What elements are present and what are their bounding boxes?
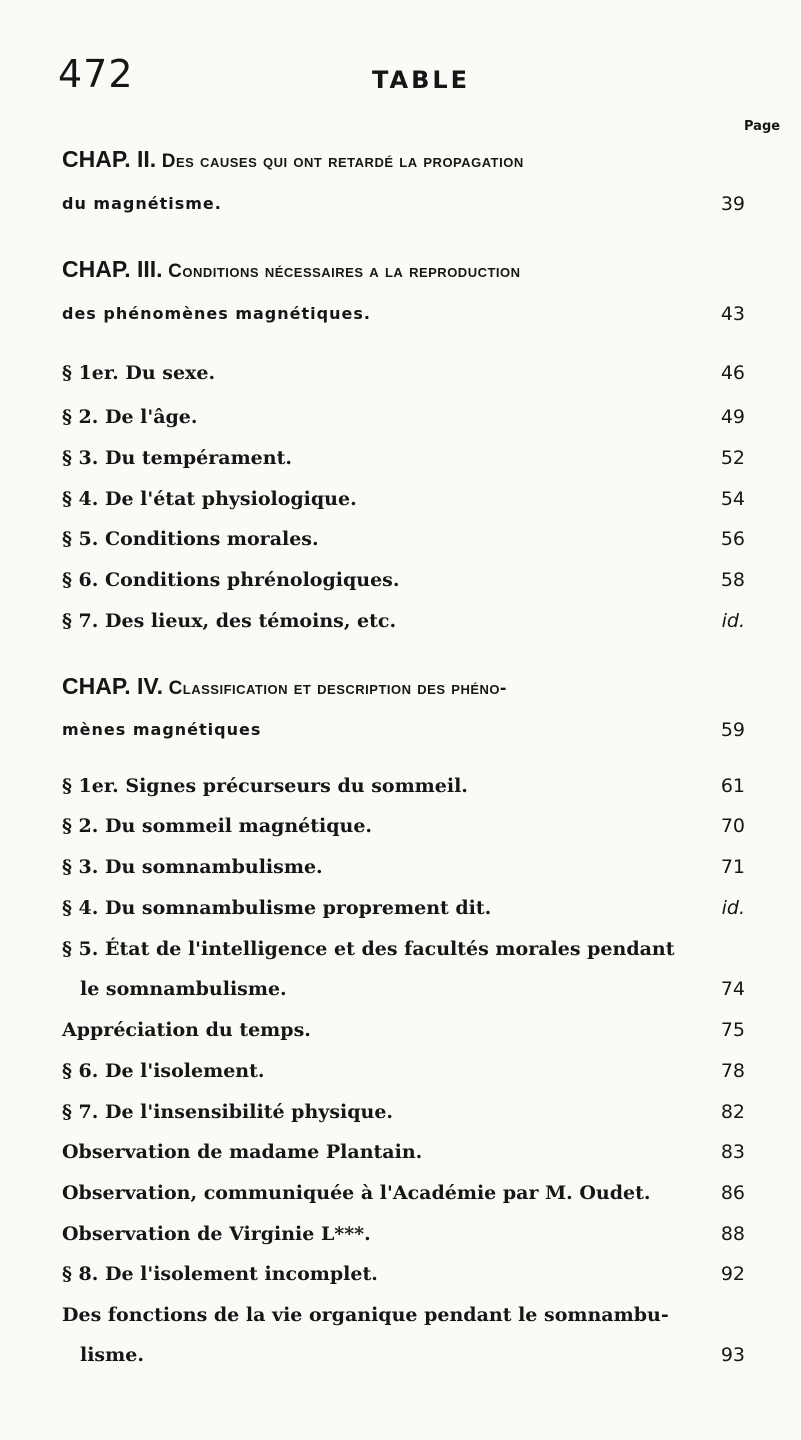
toc-page-number: 39 [720,193,745,215]
toc-line [62,890,745,926]
toc-page-number: 78 [720,1060,745,1082]
toc-line [62,186,745,222]
toc-entry-text: § 4. Du somnambulisme proprement dit. [62,897,492,919]
toc-line [62,712,745,748]
toc-entry-text [62,141,524,180]
toc-entry-text: § 2. De l'âge. [62,406,198,428]
toc-line [62,603,745,639]
toc-entry-text: § 7. Des lieux, des témoins, etc. [62,610,397,632]
toc-page-number: 56 [720,528,745,550]
toc-page-number: 82 [720,1101,745,1123]
toc-page-number: 83 [720,1141,745,1163]
toc-line [62,251,745,287]
toc-entry-text: § 7. De l'insensibilité physique. [62,1101,394,1123]
toc-line [62,1012,745,1048]
toc-page-number: 71 [720,856,745,878]
toc-line [62,808,745,844]
toc-line [62,481,745,517]
toc-line [62,1337,745,1373]
toc-page-number: id. [721,897,745,919]
chapter-number: CHAP. II. [62,146,157,172]
toc-page-number: 58 [720,569,745,591]
toc-line [62,1297,745,1333]
chapter-title: Classification et description des phéno- [168,678,507,699]
toc-entry-text: le somnambulisme. [80,978,287,1000]
toc-line [62,399,745,435]
running-head: TABLE [372,66,471,94]
toc-page-number: 59 [720,719,745,741]
toc-page-number: 46 [720,362,745,384]
page-column-label: Page [744,119,781,134]
toc-line [62,296,745,332]
toc-entry-text: § 3. Du tempérament. [62,447,292,469]
toc-page-number: 75 [720,1019,745,1041]
chapter-number: CHAP. IV. [62,673,163,699]
toc-line [62,1094,745,1130]
page-number: 472 [58,52,134,96]
toc-page-number: 54 [720,488,745,510]
toc-entry-text: § 1er. Signes précurseurs du sommeil. [62,775,468,797]
toc-line [62,849,745,885]
toc-line [62,768,745,804]
toc-line [62,1175,745,1211]
toc-line [62,1134,745,1170]
toc-entry-text: Appréciation du temps. [62,1019,311,1041]
toc-page-number: 43 [720,303,745,325]
toc-entry-text: des phénomènes magnétiques. [62,304,371,323]
chapter-title: Des causes qui ont retardé la propagation [161,151,524,172]
toc-entry-text: § 2. Du sommeil magnétique. [62,815,373,837]
toc-page-number: id. [721,610,745,632]
toc-entry-text: Observation de madame Plantain. [62,1141,423,1163]
toc-entry-text: § 5. État de l'intelligence et des facultés morales pendant [62,938,675,960]
toc-line [62,355,745,391]
toc-line [62,931,745,967]
toc-entry-text: § 6. Conditions phrénologiques. [62,569,400,591]
toc-entry-text: Observation de Virginie L***. [62,1223,371,1245]
toc-entry-text: du magnétisme. [62,194,222,213]
chapter-title: Conditions nécessaires a la reproduction [168,261,521,282]
toc-entry-text: § 3. Du somnambulisme. [62,856,323,878]
toc-page-number: 92 [720,1263,745,1285]
toc-entry-text: Observation, communiquée à l'Académie par M. Oudet. [62,1182,651,1204]
toc-line [62,1216,745,1252]
toc-page-number: 74 [720,978,745,1000]
toc-entry-text: mènes magnétiques [62,720,262,739]
toc-page-number: 70 [720,815,745,837]
toc-page-number: 88 [720,1223,745,1245]
toc-entry-text [62,668,507,707]
toc-entry-text: lisme. [80,1344,144,1366]
toc-entry-text: Des fonctions de la vie organique pendant le somnambu- [62,1304,669,1326]
toc-line [62,1053,745,1089]
toc-line [62,521,745,557]
toc-page-number: 52 [720,447,745,469]
toc-page-number: 86 [720,1182,745,1204]
toc-line [62,971,745,1007]
toc-entry-text: § 6. De l'isolement. [62,1060,265,1082]
toc-entry-text [62,251,521,290]
toc-entry-text: § 5. Conditions morales. [62,528,319,550]
toc-line [62,562,745,598]
toc-entry-text: § 8. De l'isolement incomplet. [62,1263,378,1285]
toc-page-number: 93 [720,1344,745,1366]
toc-line [62,668,745,704]
chapter-number: CHAP. III. [62,256,163,282]
toc-page-number: 49 [720,406,745,428]
toc-entry-text: § 1er. Du sexe. [62,362,216,384]
toc-line [62,141,745,177]
toc-line [62,1256,745,1292]
toc-page-number: 61 [720,775,745,797]
toc-line [62,440,745,476]
toc-entry-text: § 4. De l'état physiologique. [62,488,357,510]
